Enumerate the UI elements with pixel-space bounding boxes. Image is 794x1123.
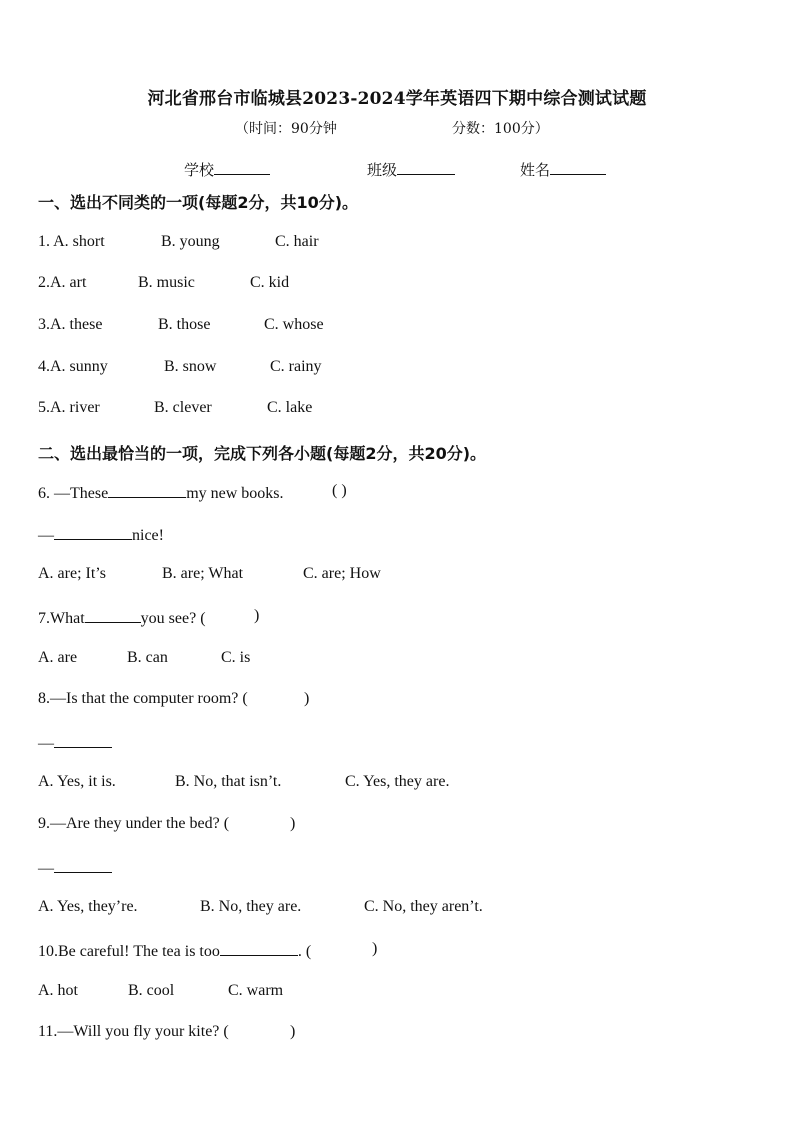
q9-option-a: A. Yes, they’re. xyxy=(38,898,138,915)
q5-option-b: B. clever xyxy=(154,399,212,416)
q5-option-c: C. lake xyxy=(267,399,313,416)
q6-answer-paren[interactable]: ( ) xyxy=(332,482,347,499)
q10-option-b: B. cool xyxy=(128,982,175,999)
q9-option-c: C. No, they aren’t. xyxy=(364,898,483,915)
section2-title: 二、选出最恰当的一项，完成下列各小题(每题2分，共20分)。 xyxy=(38,444,487,463)
q2-option-c: C. kid xyxy=(250,274,290,291)
school-label: 学校 xyxy=(184,161,215,179)
class-field xyxy=(367,158,455,180)
question-9 xyxy=(38,815,296,837)
q8-paren-close: ) xyxy=(304,690,310,707)
question-11 xyxy=(38,1023,296,1045)
q4-option-b: B. snow xyxy=(164,358,217,375)
exam-title: 河北省邢台市临城县2023-2024学年英语四下期中综合测试试题 xyxy=(147,89,647,109)
q7-paren-close: ) xyxy=(254,607,260,624)
q4-option-a: 4.A. sunny xyxy=(38,358,108,375)
q6-stem-end: my new books. xyxy=(186,485,284,502)
question-8 xyxy=(38,690,310,712)
q5-option-a: 5.A. river xyxy=(38,399,100,416)
q6-stem-start: 6. —These xyxy=(38,485,109,502)
question-6-reply xyxy=(38,524,164,546)
section1-title: 一、选出不同类的一项(每题2分，共10分)。 xyxy=(38,193,359,212)
q10-paren-close: ) xyxy=(372,940,378,957)
q6-blank[interactable] xyxy=(108,482,186,498)
q8-dash: — xyxy=(38,735,54,752)
school-field xyxy=(184,158,270,180)
q6-reply-end: nice! xyxy=(132,527,164,544)
name-blank[interactable] xyxy=(550,158,606,175)
q8-option-b: B. No, that isn’t. xyxy=(175,773,282,790)
q6-option-c: C. are; How xyxy=(303,565,381,582)
q3-option-b: B. those xyxy=(158,316,211,333)
q7-blank[interactable] xyxy=(85,607,141,623)
q4-option-c: C. rainy xyxy=(270,358,322,375)
q9-option-b: B. No, they are. xyxy=(200,898,302,915)
q1-option-a: 1. A. short xyxy=(38,233,105,250)
question-6 xyxy=(38,482,347,504)
exam-time: （时间：90分钟 xyxy=(235,121,337,137)
q10-stem-start: 10.Be careful! The tea is too xyxy=(38,943,220,960)
q8-stem: 8.—Is that the computer room? ( xyxy=(38,690,248,707)
q1-option-c: C. hair xyxy=(275,233,319,250)
school-blank[interactable] xyxy=(214,158,270,175)
q3-option-a: 3.A. these xyxy=(38,316,103,333)
q10-option-c: C. warm xyxy=(228,982,284,999)
q10-blank[interactable] xyxy=(220,940,298,956)
q8-option-a: A. Yes, it is. xyxy=(38,773,116,790)
q6-option-a: A. are; It’s xyxy=(38,565,106,582)
question-7 xyxy=(38,607,260,629)
q9-reply-blank[interactable] xyxy=(54,857,112,873)
q7-option-b: B. can xyxy=(127,649,168,666)
q3-option-c: C. whose xyxy=(264,316,324,333)
name-field xyxy=(520,158,606,180)
q7-option-a: A. are xyxy=(38,649,78,666)
question-8-reply xyxy=(38,732,112,754)
q6-dash: — xyxy=(38,527,54,544)
q6-option-b: B. are; What xyxy=(162,565,244,582)
q7-stem-end: you see? ( xyxy=(140,610,206,627)
q10-stem-end: . ( xyxy=(297,943,312,960)
exam-score: 分数：100分） xyxy=(452,121,549,137)
q7-stem-start: 7.What xyxy=(38,610,85,627)
q6-reply-blank[interactable] xyxy=(54,524,132,540)
name-label: 姓名 xyxy=(520,161,551,179)
question-9-reply xyxy=(38,857,112,879)
q7-option-c: C. is xyxy=(221,649,251,666)
q2-option-a: 2.A. art xyxy=(38,274,87,291)
q9-stem: 9.—Are they under the bed? ( xyxy=(38,815,230,832)
student-fields xyxy=(0,158,794,180)
q2-option-b: B. music xyxy=(138,274,195,291)
q10-option-a: A. hot xyxy=(38,982,78,999)
exam-info xyxy=(0,118,794,138)
question-10 xyxy=(38,940,378,962)
q1-option-b: B. young xyxy=(161,233,220,250)
q9-paren-close: ) xyxy=(290,815,296,832)
q11-stem: 11.—Will you fly your kite? ( xyxy=(38,1023,229,1040)
class-blank[interactable] xyxy=(397,158,455,175)
q8-reply-blank[interactable] xyxy=(54,732,112,748)
q11-paren-close: ) xyxy=(290,1023,296,1040)
q8-option-c: C. Yes, they are. xyxy=(345,773,450,790)
class-label: 班级 xyxy=(367,161,398,179)
q9-dash: — xyxy=(38,860,54,877)
